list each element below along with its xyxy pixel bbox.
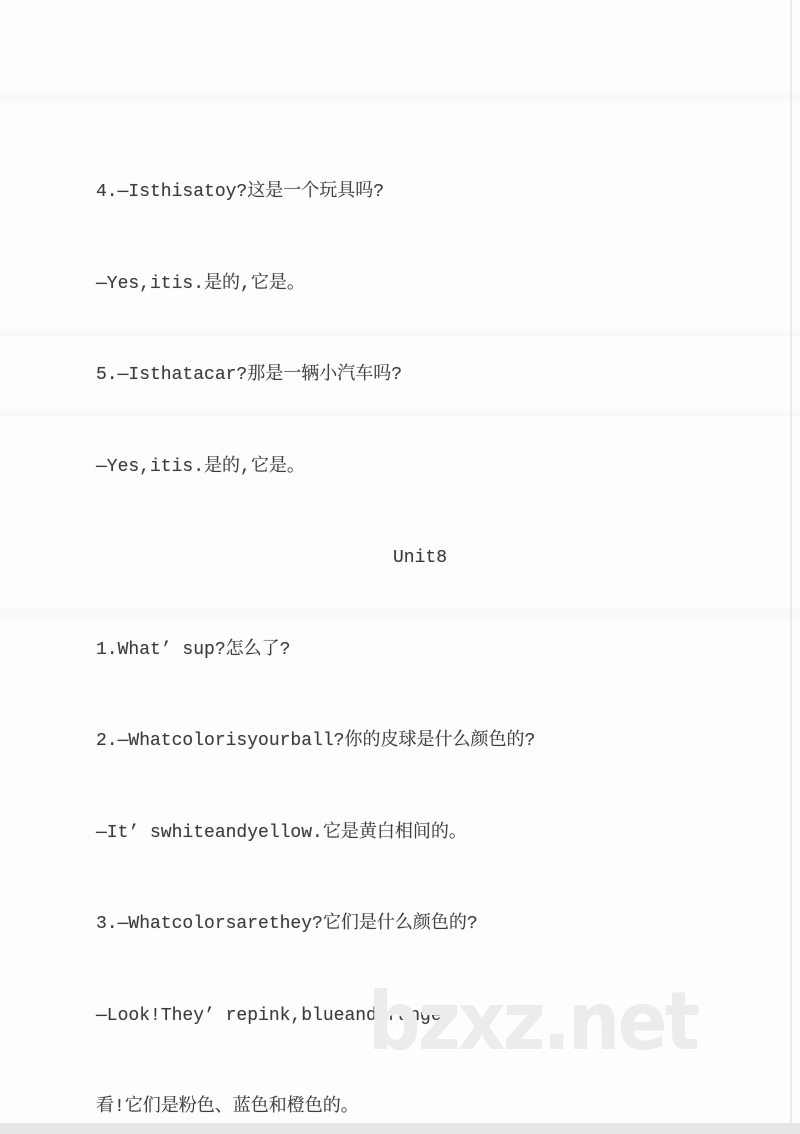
text-line: 5.—Isthatacar?那是一辆小汽车吗? [96, 365, 403, 385]
text-line: —Yes,itis.是的,它是。 [96, 456, 305, 477]
unit-heading: Unit8 [392, 548, 447, 568]
text-line: —It’ swhiteandyellow.它是黄白相间的。 [96, 822, 467, 843]
page-edge-line [790, 0, 792, 1124]
text-line: 4.—Isthisatoy?这是一个玩具吗? [96, 182, 385, 202]
text-line: —Look!They’ repink,blueandorange. [96, 1005, 453, 1026]
text-line: 2.—Whatcolorisyourball?你的皮球是什么颜色的? [96, 731, 536, 751]
text-line: 看!它们是粉色、蓝色和橙色的。 [96, 1097, 359, 1117]
text-line: 3.—Whatcolorsarethey?它们是什么颜色的? [96, 914, 478, 934]
site-watermark: bzxz.net [368, 975, 698, 1068]
text-line: —Yes,itis.是的,它是。 [96, 273, 305, 294]
text-line: 1.What’ sup?怎么了? [96, 639, 291, 660]
scan-bottom-strip [0, 1123, 800, 1134]
scan-artifact-band [0, 92, 800, 102]
